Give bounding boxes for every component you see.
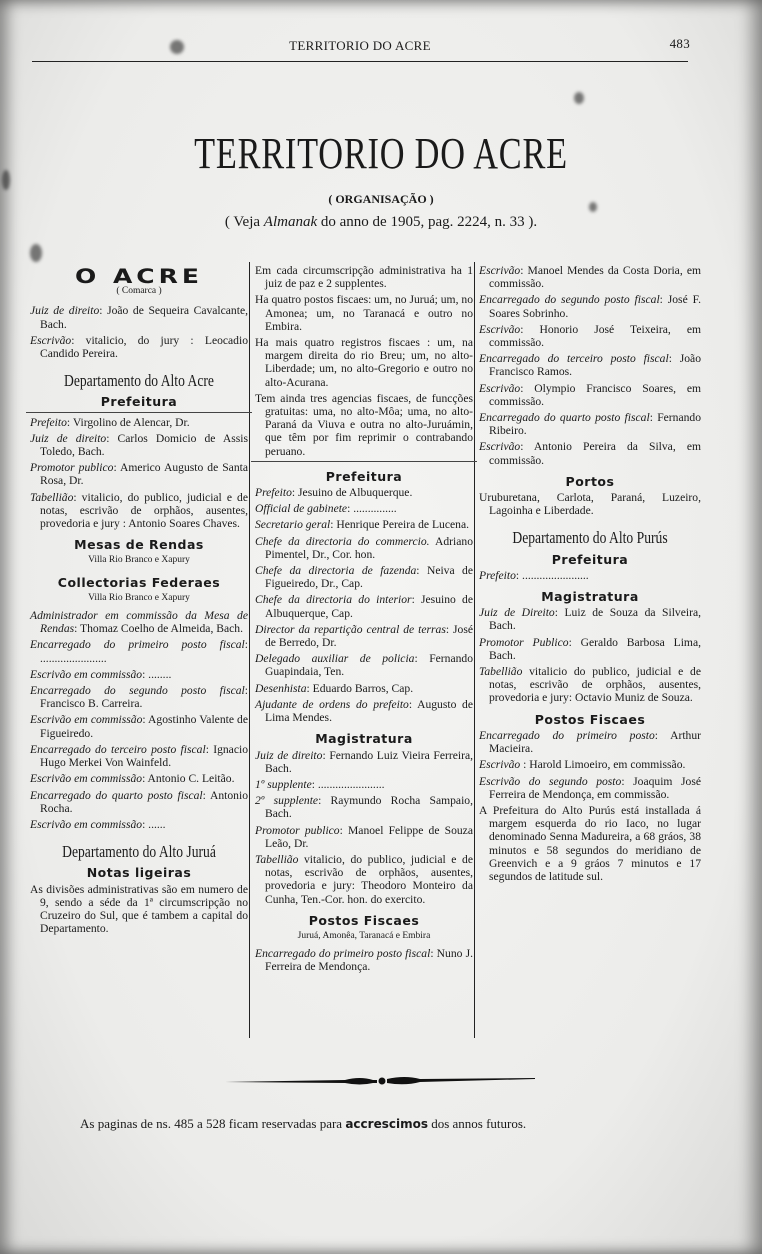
divider [251, 461, 477, 462]
entry-text: : Fernando Ribeiro. [489, 411, 701, 438]
entry [30, 304, 248, 330]
entry-text: : Manoel Mendes da Costa Doria, em commissão. [489, 264, 701, 291]
entry-text: : Joaquim José Ferreira de Mendonça, em commissão. [489, 774, 701, 801]
section-heading: Notas ligeiras [86, 865, 192, 881]
entry [30, 713, 248, 739]
entry-label: Chefe da directoria do commercio. [255, 534, 430, 548]
paragraph: Em cada circumscripção administrativa ha 1 juiz de paz e 2 supplentes. [255, 264, 473, 291]
magistratura-list [479, 606, 701, 704]
entry-text: : ...... [142, 817, 166, 831]
entry-label: Escrivão [479, 758, 521, 772]
entry-text: : Jesuino de Albuquerque, Cap. [265, 593, 473, 620]
entry-text: : Antonio Pereira da Silva, em commissão. [489, 440, 701, 467]
entry-label: Prefeito [479, 568, 516, 582]
entry-text: : Harold Limoeiro, em commissão. [520, 758, 686, 772]
entry-text: : Francisco B. Carreira. [40, 684, 248, 711]
entry [479, 569, 701, 582]
entry-text: : vitalicio, do jury : Leocadio Candido Pereira. [40, 333, 248, 361]
prefeitura-list [479, 569, 701, 582]
section-heading: Prefeitura [100, 394, 178, 410]
entry-text: Adriano Pimentel, Dr., Cor. hon. [265, 534, 473, 561]
entry-label: Juiz de direito [255, 748, 323, 762]
entry-text: : Virgolino de Alencar, Dr. [66, 415, 190, 429]
entry-text: : ............... [347, 502, 397, 516]
magistratura-list [255, 749, 473, 906]
entry [255, 947, 473, 973]
entry-label: Desenhista [255, 681, 307, 695]
running-head-title: TERRITORIO DO ACRE [289, 38, 431, 53]
column-divider [249, 262, 250, 1038]
portos-paragraph: Uruburetana, Carlota, Paraná, Luzeiro, Lagoinha e Liberdade. [479, 491, 701, 518]
entry [255, 794, 473, 820]
entry-label: Escrivão do segundo posto [479, 774, 622, 788]
entry-label: 1º supplente [255, 777, 312, 791]
entry [255, 623, 473, 649]
entry [479, 382, 701, 408]
column-divider [474, 262, 475, 1038]
entry-text: : Americo Augusto de Santa Rosa, Dr. [40, 461, 248, 488]
entry-text: : Agostinho Valente de Figueiredo. [40, 713, 248, 740]
section-note: Juruá, Amonêa, Taranacá e Embira [297, 930, 431, 941]
entry-text: : Fernando Luiz Vieira Ferreira, Bach. [265, 748, 473, 775]
entry-label: Escrivão [479, 322, 521, 336]
entry-text: : Manoel Felippe de Souza Leão, Dr. [265, 823, 473, 850]
entry-text: vitalicio do publico, judicial e de notas, escrivão de orphãos, ausentes, provedoria e jury: Octavio Muniz de Souza. [489, 665, 701, 705]
entry-text: : Augusto de Lima Mendes. [265, 697, 473, 725]
footnote [80, 1116, 680, 1132]
entry [255, 682, 473, 695]
entry-text: : vitalicio, do publico, judicial e de notas, escrivão de orphãos, ausentes, provedoria e jury : Antonio Soares Chaves. [40, 490, 248, 531]
entry-label: Director da repartição central de terras [255, 622, 446, 636]
entry [255, 698, 473, 724]
entry [479, 665, 701, 705]
entry-text: : Geraldo Barbosa Lima, Bach. [489, 635, 701, 662]
entry [30, 743, 248, 769]
entry [479, 775, 701, 801]
entry-text: : Ignacio Hugo Merkei Von Wainfeld. [40, 742, 248, 770]
entry-label: Promotor publico [255, 823, 340, 837]
entry [30, 416, 248, 429]
entry-label: Tabellião [479, 665, 523, 679]
reference-italic: Almanak [263, 214, 318, 230]
page-title: TERRITORIO DO ACRE [194, 129, 568, 178]
section-heading: Magistratura [315, 731, 413, 747]
dept-heading-alto-purus: Departamento do Alto Purús [512, 528, 668, 548]
entry [255, 593, 473, 619]
entry-label: Encarregado do quarto posto fiscal [479, 411, 650, 425]
entry [479, 264, 701, 290]
entry-label: Encarregado do segundo posto fiscal [30, 684, 245, 698]
entry [255, 535, 473, 561]
entry [479, 440, 701, 466]
entry [479, 606, 701, 632]
page-number: 483 [669, 36, 690, 51]
entry-text: : Henrique Pereira de Lucena. [330, 518, 469, 532]
footnote-bold: accrescimos [345, 1117, 428, 1131]
entry [30, 334, 248, 360]
entry-text: : Jesuino de Albuquerque. [291, 486, 413, 500]
section-heading: Portos [565, 473, 615, 489]
entry-label: Chefe da directoria do interior [255, 593, 412, 607]
entry-text: : ....................... [311, 777, 385, 791]
entry-text: : ....................... [40, 638, 248, 665]
running-head [30, 38, 690, 58]
entry-text: : Thomaz Coelho de Almeida, Bach. [74, 622, 243, 636]
section-heading: Prefeitura [551, 551, 629, 567]
entry-label: Juiz de direito [30, 304, 100, 318]
entry-label: Encarregado do primeiro posto fiscal [255, 947, 431, 961]
entry-label: Juiz de direito [30, 431, 107, 445]
entry-text: : Fernando Guapindaia, Ten. [265, 652, 473, 679]
entry-label: Administrador em commissão da Mesa de Rendas [30, 609, 248, 636]
entry-text: : Honorio José Teixeira, em commissão. [489, 322, 701, 350]
entry [255, 486, 473, 499]
entry-label: Tabellião [255, 852, 299, 866]
section-logo: O ACRE [75, 265, 203, 288]
entry [255, 564, 473, 590]
ink-stain [574, 92, 584, 104]
entry [479, 293, 701, 319]
entry-label: Encarregado do primeiro posto fiscal [30, 638, 245, 652]
entry-text: : Arthur Macieira. [489, 728, 701, 756]
footnote-text: As paginas de ns. 485 a 528 ficam reservadas para [80, 1116, 346, 1131]
postos-list [479, 729, 701, 801]
postos-list [255, 947, 473, 973]
ornament-rule [225, 1074, 535, 1088]
ornament-right [387, 1077, 535, 1084]
entry [255, 518, 473, 531]
dept-heading-alto-acre: Departamento do Alto Acre [64, 371, 214, 391]
entry-label: Secretario geral [255, 518, 331, 532]
section-heading: Prefeitura [325, 468, 403, 484]
entry [479, 411, 701, 437]
entry-text: : Raymundo Rocha Sampaio, Bach. [265, 794, 473, 821]
entry-text: : João Francisco Ramos. [489, 352, 701, 379]
entry [30, 491, 248, 531]
entry [30, 684, 248, 710]
section-heading: Postos Fiscaes [534, 711, 646, 727]
paragraph: Ha quatro postos fiscaes: um, no Juruá; um, no Amonea; um, no Taranacá e outro no Embira. [255, 293, 473, 333]
postos-continued-list [479, 264, 701, 467]
entry [255, 853, 473, 906]
entry [30, 789, 248, 815]
entry-label: Encarregado do terceiro posto fiscal [30, 742, 206, 756]
entry-label: Prefeito [255, 486, 292, 500]
entry-label: Encarregado do quarto posto fiscal [30, 788, 203, 802]
entry-label: Official de gabinete [255, 502, 348, 516]
reference-post: do anno de 1905, pag. 2224, n. 33 ). [317, 214, 538, 230]
ornament-left [225, 1078, 377, 1085]
entry-label: Delegado auxiliar de policia [255, 652, 415, 666]
column-3 [479, 264, 701, 886]
entry [30, 772, 248, 785]
entry-text: : João de Sequeira Cavalcante, Bach. [40, 304, 248, 331]
entry [479, 636, 701, 662]
entry-label: Chefe da directoria de fazenda [255, 564, 417, 578]
entry [255, 778, 473, 791]
entry [255, 824, 473, 850]
section-heading: Postos Fiscaes [308, 912, 420, 928]
subtitle: ( ORGANISAÇÃO ) [328, 192, 434, 206]
entry-label: Encarregado do primeiro posto [479, 728, 655, 742]
paragraph: Ha mais quatro registros fiscaes : um, na margem direita do rio Breu; um, no alto-Liberdade; um, no alto-Gregorio e outro no alto-Acurana. [255, 336, 473, 389]
prefeitura-list [30, 416, 248, 531]
entry [479, 323, 701, 349]
entry-label: Escrivão em commissão [30, 667, 143, 681]
entry [479, 758, 701, 771]
entry-text: : José de Berredo, Dr. [265, 622, 473, 650]
notas-continued [255, 264, 473, 458]
entry-text: : ....................... [515, 568, 589, 582]
entry-label: Promotor Publico [479, 635, 569, 649]
ink-stain [30, 244, 42, 262]
entry [255, 749, 473, 775]
section-heading: Mesas de Rendas [74, 537, 204, 553]
prefeitura-list [255, 486, 473, 724]
section-heading: Magistratura [541, 589, 639, 605]
column-1 [30, 264, 248, 938]
entry-label: Encarregado do segundo posto fiscal [479, 293, 660, 307]
closing-paragraph: A Prefeitura do Alto Purús está installada á margem esquerda do rio Iaco, no lugar denominado Senna Madureira, a 68 gráos, 38 minutos e 58 segundos do meridiano de Greenvich e a 9 gráos 7 minutos e 17 segundos de latitude sul. [479, 803, 701, 883]
entry-text: : Carlos Domicio de Assis Toledo, Bach. [40, 431, 248, 459]
entry-label: Escrivão em commissão [30, 713, 143, 727]
entry-label: Juiz de Direito [479, 606, 555, 620]
entry-text: : José F. Soares Sobrinho. [489, 293, 701, 320]
entry [30, 638, 248, 664]
column-2 [255, 264, 473, 977]
entry-text: : Neiva de Figueiredo, Dr., Cap. [265, 564, 473, 591]
entry-label: Tabellião [30, 490, 74, 504]
entry [30, 461, 248, 487]
entry-text: : Nuno J. Ferreira de Mendonça. [265, 947, 473, 974]
entry-label: Escrivão [479, 440, 521, 454]
collectorias-list [30, 609, 248, 831]
entry [30, 818, 248, 831]
ink-stain [2, 170, 10, 190]
entry-label: Prefeito [30, 415, 67, 429]
entry-text: : Eduardo Barros, Cap. [306, 681, 414, 695]
entry [30, 432, 248, 458]
entry [30, 609, 248, 635]
entry-label: Escrivão em commissão [30, 772, 143, 786]
divider [26, 412, 252, 413]
entry [479, 352, 701, 378]
entry-label: Ajudante de ordens do prefeito [255, 697, 409, 711]
section-heading: Collectorias Federaes [57, 574, 221, 590]
entry-text: : Olympio Francisco Soares, em commissão. [489, 381, 701, 408]
entry-text: : Luiz de Souza da Silveira, Bach. [489, 606, 701, 633]
entry [255, 652, 473, 678]
header-rule [32, 61, 688, 62]
notas-paragraph: As divisões administrativas são em numero de 9, sendo a séde da 1ª circumscripção no Cruzeiro do Sul, que é tambem a capital do Departamento. [30, 882, 248, 936]
ornament-dot [379, 1078, 386, 1085]
entry [30, 668, 248, 681]
entry-label: 2º supplente [255, 794, 319, 808]
comarca-note: ( Comarca ) [116, 286, 162, 297]
entry-text: vitalicio, do publico, judicial e de notas, escrivão de orphãos, ausentes, provedoria e jury: Theodoro Monteiro da Cunha, Ten.-Cor. hon. do exercito. [265, 852, 473, 906]
reference-pre: ( Veja [224, 214, 264, 230]
dept-heading-alto-jurua: Departamento do Alto Juruá [62, 842, 216, 862]
comarca-list [30, 304, 248, 360]
entry-label: Promotor publico [30, 461, 114, 475]
paragraph: Tem ainda tres agencias fiscaes, de funcções gratuitas: uma, no alto-Môa; uma, no alto-Paraná da Viuva e outra no alto-Juruámin, que têm por fim reprimir o contrabando peruano. [255, 391, 473, 458]
entry [479, 729, 701, 755]
section-note: Villa Rio Branco e Xapury [88, 592, 190, 603]
footnote-text-end: dos annos futuros. [427, 1116, 527, 1131]
entry-text: : Antonio Rocha. [40, 788, 248, 815]
section-note: Villa Rio Branco e Xapury [88, 555, 190, 566]
entry-label: Escrivão [479, 264, 521, 277]
entry [255, 502, 473, 515]
entry-text: : ........ [142, 667, 172, 681]
entry-label: Encarregado do terceiro posto fiscal [479, 352, 669, 366]
entry-label: Escrivão em commissão [30, 817, 143, 831]
entry-label: Escrivão [479, 381, 521, 395]
entry-label: Escrivão [30, 333, 72, 347]
reference-line [0, 214, 762, 231]
entry-text: : Antonio C. Leitão. [142, 772, 235, 786]
